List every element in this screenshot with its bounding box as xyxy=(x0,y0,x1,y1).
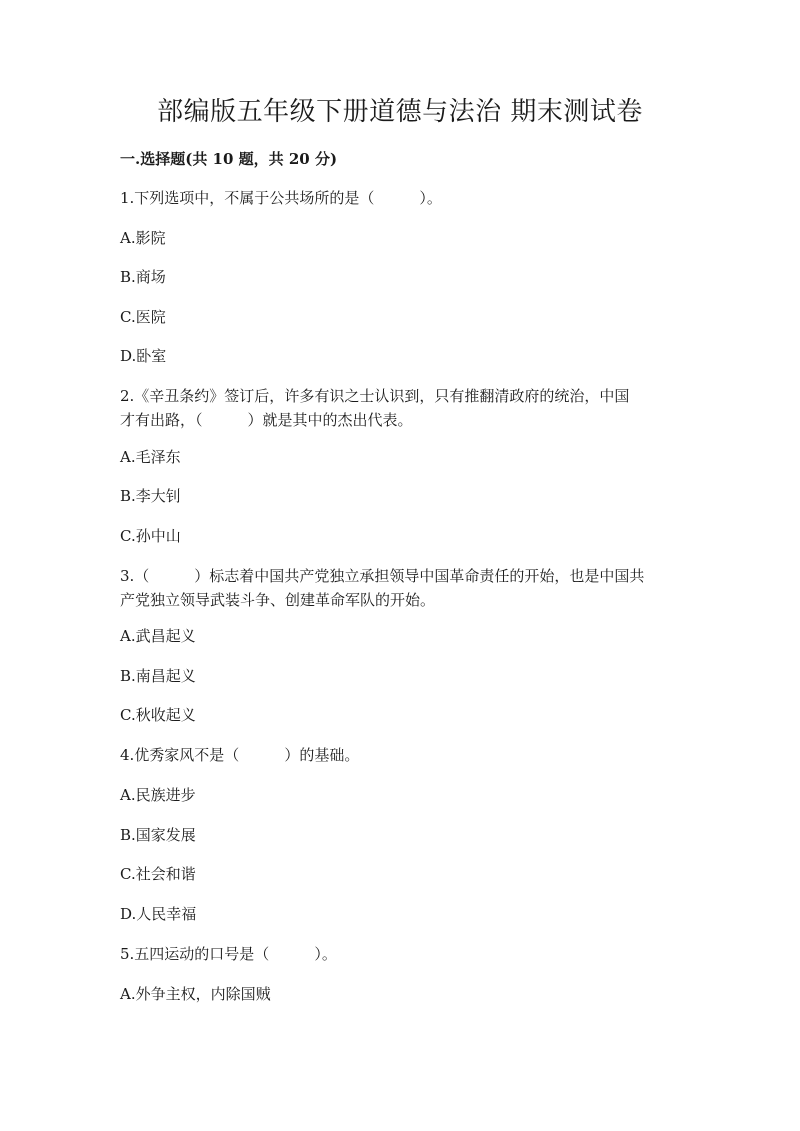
page-title: 部编版五年级下册道德与法治 期末测试卷 xyxy=(157,97,643,127)
question-2-stem-line-2: 才有出路，（ ）就是其中的杰出代表。 xyxy=(120,411,413,429)
option-d: D.人民幸福 xyxy=(120,905,197,923)
option-b: B.李大钊 xyxy=(120,487,181,505)
option-c: C.社会和谐 xyxy=(120,865,196,883)
option-b: B.南昌起义 xyxy=(120,667,196,685)
option-c: C.秋收起义 xyxy=(120,706,196,724)
option-b: B.国家发展 xyxy=(120,826,196,844)
option-a: A.外争主权，内除国贼 xyxy=(120,985,271,1003)
section-heading: 一.选择题(共 10 题，共 20 分) xyxy=(120,150,338,168)
option-b: B.商场 xyxy=(120,268,166,286)
option-c: C.医院 xyxy=(120,308,166,326)
option-a: A.毛泽东 xyxy=(120,448,181,466)
question-3-stem-line-1: 3.（ ）标志着中国共产党独立承担领导中国革命责任的开始，也是中国共 xyxy=(120,567,645,585)
question-1-stem: 1.下列选项中，不属于公共场所的是（ ）。 xyxy=(120,189,442,207)
question-4-stem: 4.优秀家风不是（ ）的基础。 xyxy=(120,746,360,764)
option-a: A.民族进步 xyxy=(120,786,196,804)
question-2-stem-line-1: 2.《辛丑条约》签订后，许多有识之士认识到，只有推翻清政府的统治，中国 xyxy=(120,387,630,405)
option-c: C.孙中山 xyxy=(120,527,181,545)
option-d: D.卧室 xyxy=(120,347,167,365)
option-a: A.武昌起义 xyxy=(120,627,196,645)
option-a: A.影院 xyxy=(120,229,166,247)
question-3-stem-line-2: 产党独立领导武装斗争、创建革命军队的开始。 xyxy=(120,591,436,609)
question-5-stem: 5.五四运动的口号是（ ）。 xyxy=(120,945,337,963)
